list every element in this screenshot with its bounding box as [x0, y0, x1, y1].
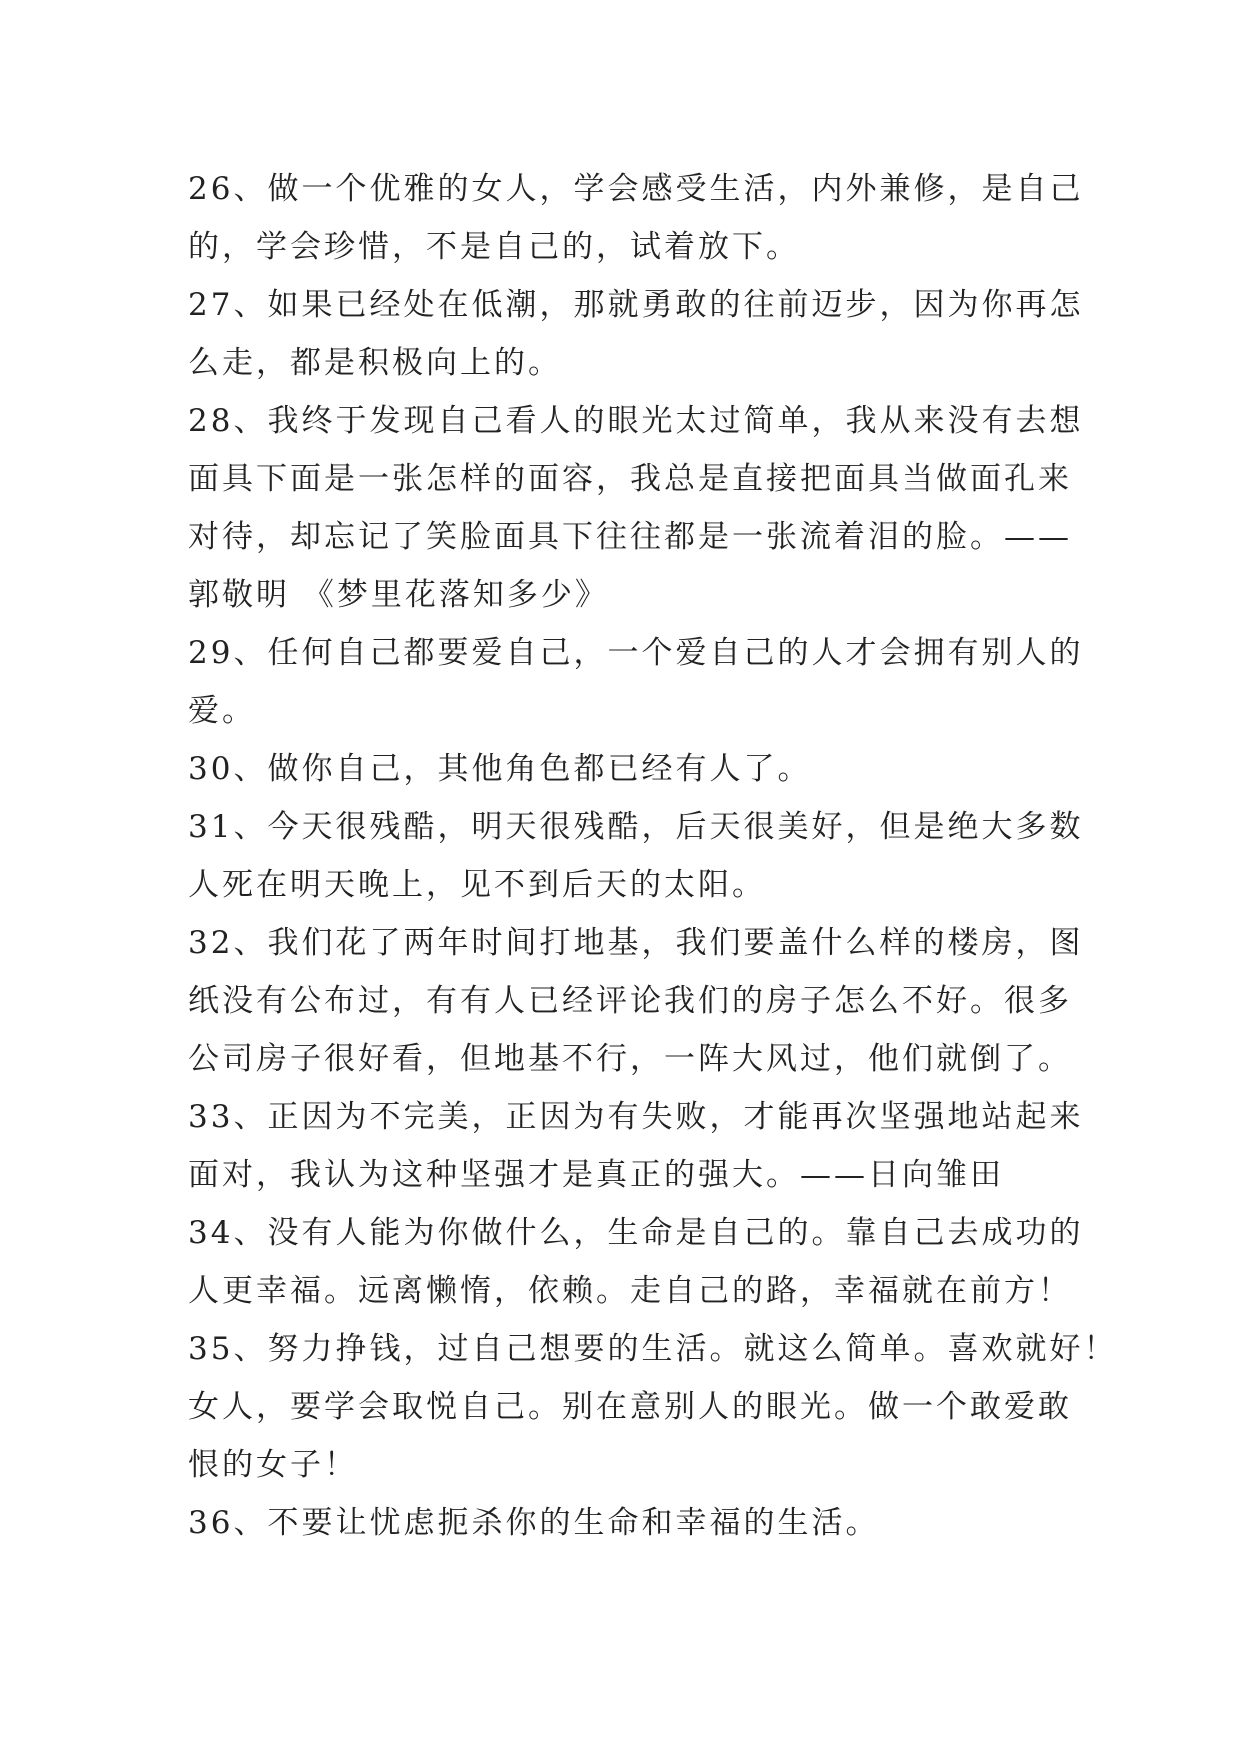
text-line: 郭敬明 《梦里花落知多少》: [188, 577, 609, 613]
text-line: 35、努力挣钱，过自己想要的生活。就这么简单。喜欢就好！: [188, 1331, 1118, 1367]
text-line: 32、我们花了两年时间打地基，我们要盖什么样的楼房，图: [188, 925, 1084, 961]
text-line: 公司房子很好看，但地基不行，一阵大风过，他们就倒了。: [188, 1041, 1072, 1077]
text-line: 29、任何自己都要爱自己，一个爱自己的人才会拥有别人的: [188, 635, 1084, 671]
text-line: 面对，我认为这种坚强才是真正的强大。——日向雏田: [188, 1157, 1004, 1193]
text-line: 对待，却忘记了笑脸面具下往往都是一张流着泪的脸。——: [188, 519, 1072, 555]
text-line: 人死在明天晚上，见不到后天的太阳。: [188, 867, 766, 903]
text-line: 纸没有公布过，有有人已经评论我们的房子怎么不好。很多: [188, 983, 1072, 1019]
text-line: 的，学会珍惜，不是自己的，试着放下。: [188, 229, 800, 265]
text-line: 36、不要让忧虑扼杀你的生命和幸福的生活。: [188, 1505, 880, 1541]
text-line: 爱。: [188, 693, 256, 729]
text-line: 面具下面是一张怎样的面容，我总是直接把面具当做面孔来: [188, 461, 1072, 497]
text-line: 27、如果已经处在低潮，那就勇敢的往前迈步，因为你再怎: [188, 287, 1084, 323]
text-line: 28、我终于发现自己看人的眼光太过简单，我从来没有去想: [188, 403, 1084, 439]
text-line: 34、没有人能为你做什么，生命是自己的。靠自己去成功的: [188, 1215, 1084, 1251]
document-body: [188, 160, 1118, 1552]
text-line: 30、做你自己，其他角色都已经有人了。: [188, 751, 812, 787]
text-line: 恨的女子！: [188, 1447, 358, 1483]
text-line: 26、做一个优雅的女人，学会感受生活，内外兼修，是自己: [188, 171, 1084, 207]
text-line: 么走，都是积极向上的。: [188, 345, 562, 381]
text-line: 31、今天很残酷，明天很残酷，后天很美好，但是绝大多数: [188, 809, 1084, 845]
text-line: 女人，要学会取悦自己。别在意别人的眼光。做一个敢爱敢: [188, 1389, 1072, 1425]
text-line: 33、正因为不完美，正因为有失败，才能再次坚强地站起来: [188, 1099, 1084, 1135]
text-line: 人更幸福。远离懒惰，依赖。走自己的路，幸福就在前方！: [188, 1273, 1072, 1309]
